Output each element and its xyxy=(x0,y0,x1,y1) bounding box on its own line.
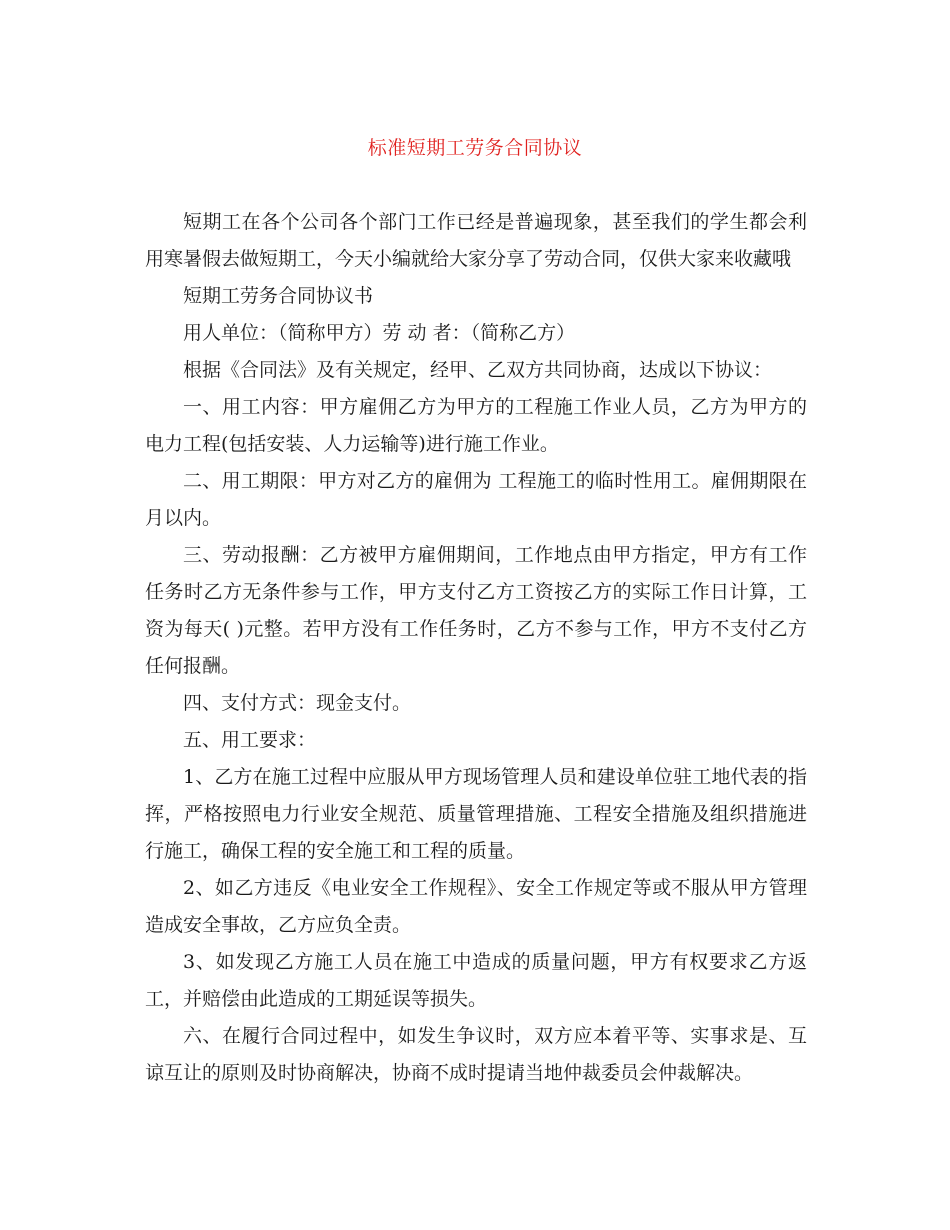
paragraph-requirement-2: 2、如乙方违反《电业安全工作规程》、安全工作规定等或不服从甲方管理造成安全事故，乙方应负全责。 xyxy=(145,877,807,936)
paragraph-requirement-1: 1、乙方在施工过程中应服从甲方现场管理人员和建设单位驻工地代表的指挥，严格按照电力行业安全规范、质量管理措施、工程安全措施及组织措施进行施工，确保工程的安全施工和工程的质量。 xyxy=(145,766,807,862)
paragraph-requirement-3: 3、如发现乙方施工人员在施工中造成的质量问题，甲方有权要求乙方返工，并赔偿由此造成的工期延误等损失。 xyxy=(145,951,807,1010)
paragraph-basis: 根据《合同法》及有关规定，经甲、乙双方共同协商，达成以下协议： xyxy=(183,359,773,381)
paragraph-clause-2: 二、用工期限：甲方对乙方的雇佣为 工程施工的临时性用工。雇佣期限在 月以内。 xyxy=(145,470,807,529)
paragraph-clause-1: 一、用工内容：甲方雇佣乙方为甲方的工程施工作业人员，乙方为甲方的电力工程(包括安装、人力运输等)进行施工作业。 xyxy=(145,396,807,455)
document-title: 标准短期工劳务合同协议 xyxy=(367,137,583,159)
paragraph-clause-5: 五、用工要求： xyxy=(183,729,317,751)
paragraph-clause-6: 六、在履行合同过程中，如发生争议时，双方应本着平等、实事求是、互谅互让的原则及时协商解决，协商不成时提请当地仲裁委员会仲裁解决。 xyxy=(145,1025,807,1084)
paragraph-parties: 用人单位：（简称甲方）劳 动 者：（简称乙方） xyxy=(183,322,576,344)
paragraph-clause-4: 四、支付方式：现金支付。 xyxy=(183,692,412,714)
paragraph-agreement-heading: 短期工劳务合同协议书 xyxy=(183,285,374,307)
paragraph-clause-3: 三、劳动报酬：乙方被甲方雇佣期间，工作地点由甲方指定，甲方有工作任务时乙方无条件参与工作，甲方支付乙方工资按乙方的实际工作日计算，工资为每天( )元整。若甲方没有工作任务时，乙方不参与工作，甲方不支付乙方任何报酬。 xyxy=(145,544,807,677)
document-body xyxy=(145,204,807,1092)
paragraph-intro: 短期工在各个公司各个部门工作已经是普遍现象，甚至我们的学生都会利用寒暑假去做短期工，今天小编就给大家分享了劳动合同，仅供大家来收藏哦 xyxy=(145,211,807,270)
